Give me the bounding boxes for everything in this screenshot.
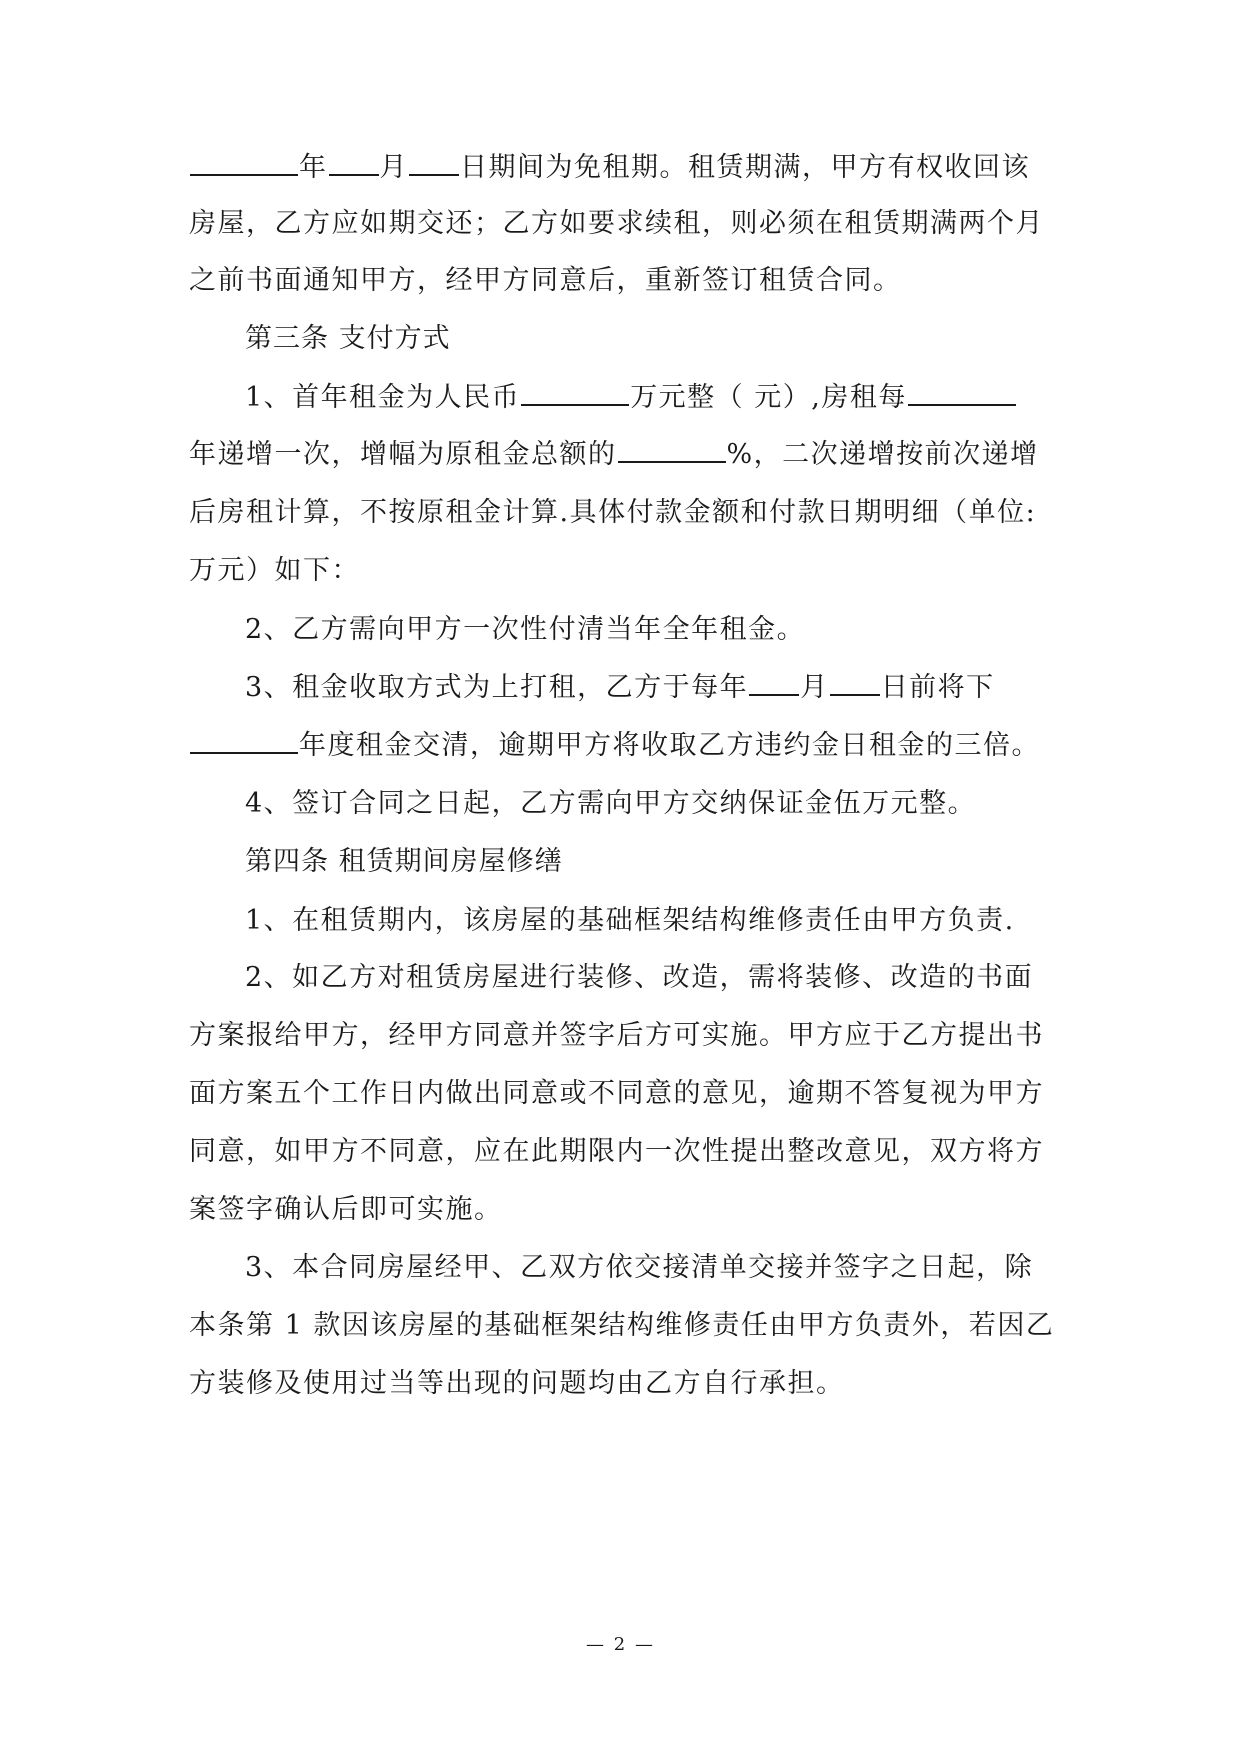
- text-span: 1、首年租金为人民币: [245, 382, 521, 413]
- paragraph-line: 万元）如下：: [189, 555, 360, 586]
- fill-blank: [190, 150, 298, 176]
- paragraph-line: [189, 728, 1055, 764]
- paragraph-line: [189, 150, 1055, 186]
- paragraph-line: [245, 670, 1055, 706]
- paragraph-line: 1、在租赁期内，该房屋的基础框架结构维修责任由甲方负责.: [245, 905, 1015, 936]
- paragraph-line: 方案报给甲方，经甲方同意并签字后方可实施。甲方应于乙方提出书: [189, 1020, 1044, 1051]
- paragraph-line: 2、乙方需向甲方一次性付清当年全年租金。: [245, 614, 806, 645]
- paragraph-line: [245, 380, 1055, 416]
- paragraph-line: 面方案五个工作日内做出同意或不同意的意见，逾期不答复视为甲方: [189, 1078, 1044, 1109]
- paragraph-line: 4、签订合同之日起，乙方需向甲方交纳保证金伍万元整。: [245, 788, 977, 819]
- fill-blank: [521, 380, 629, 406]
- text-span: 年: [299, 152, 328, 183]
- fill-blank: [409, 150, 459, 176]
- text-span: 日期间为免租期。租赁期满，甲方有权收回该: [460, 152, 1030, 183]
- fill-blank: [749, 670, 799, 696]
- article-3-heading: 第三条 支付方式: [245, 323, 451, 354]
- paragraph-line: 后房租计算，不按原租金计算.具体付款金额和付款日期明细（单位:: [189, 497, 1037, 528]
- paragraph-line: 案签字确认后即可实施。: [189, 1194, 503, 1225]
- text-span: 3、租金收取方式为上打租，乙方于每年: [245, 672, 749, 703]
- text-span: %，二次递增按前次递增: [726, 439, 1039, 470]
- fill-blank: [190, 728, 298, 754]
- text-span: 年递增一次，增幅为原租金总额的: [189, 439, 617, 470]
- paragraph-line: 之前书面通知甲方，经甲方同意后，重新签订租赁合同。: [189, 265, 902, 296]
- paragraph-line: 方装修及使用过当等出现的问题均由乙方自行承担。: [189, 1368, 845, 1399]
- page-number: — 2 —: [586, 1634, 655, 1655]
- paragraph-line: 2、如乙方对租赁房屋进行装修、改造，需将装修、改造的书面: [245, 962, 1034, 993]
- text-span: 月: [379, 152, 408, 183]
- paragraph-line: 房屋，乙方应如期交还；乙方如要求续租，则必须在租赁期满两个月: [189, 208, 1044, 239]
- article-4-heading: 第四条 租赁期间房屋修缮: [245, 846, 563, 877]
- fill-blank: [618, 437, 726, 463]
- paragraph-line: 同意，如甲方不同意，应在此期限内一次性提出整改意见，双方将方: [189, 1136, 1044, 1167]
- paragraph-line: 3、本合同房屋经甲、乙双方依交接清单交接并签字之日起，除: [245, 1252, 1034, 1283]
- text-span: 年度租金交清，逾期甲方将收取乙方违约金日租金的三倍。: [299, 730, 1040, 761]
- text-span: 万元整（ 元）,房租每: [630, 382, 907, 413]
- fill-blank: [329, 150, 379, 176]
- text-span: 日前将下: [880, 672, 995, 703]
- fill-blank: [830, 670, 880, 696]
- text-span: 月: [800, 672, 829, 703]
- fill-blank: [908, 380, 1016, 406]
- paragraph-line: 本条第 1 款因该房屋的基础框架结构维修责任由甲方负责外，若因乙: [189, 1310, 1055, 1341]
- paragraph-line: [189, 437, 1055, 473]
